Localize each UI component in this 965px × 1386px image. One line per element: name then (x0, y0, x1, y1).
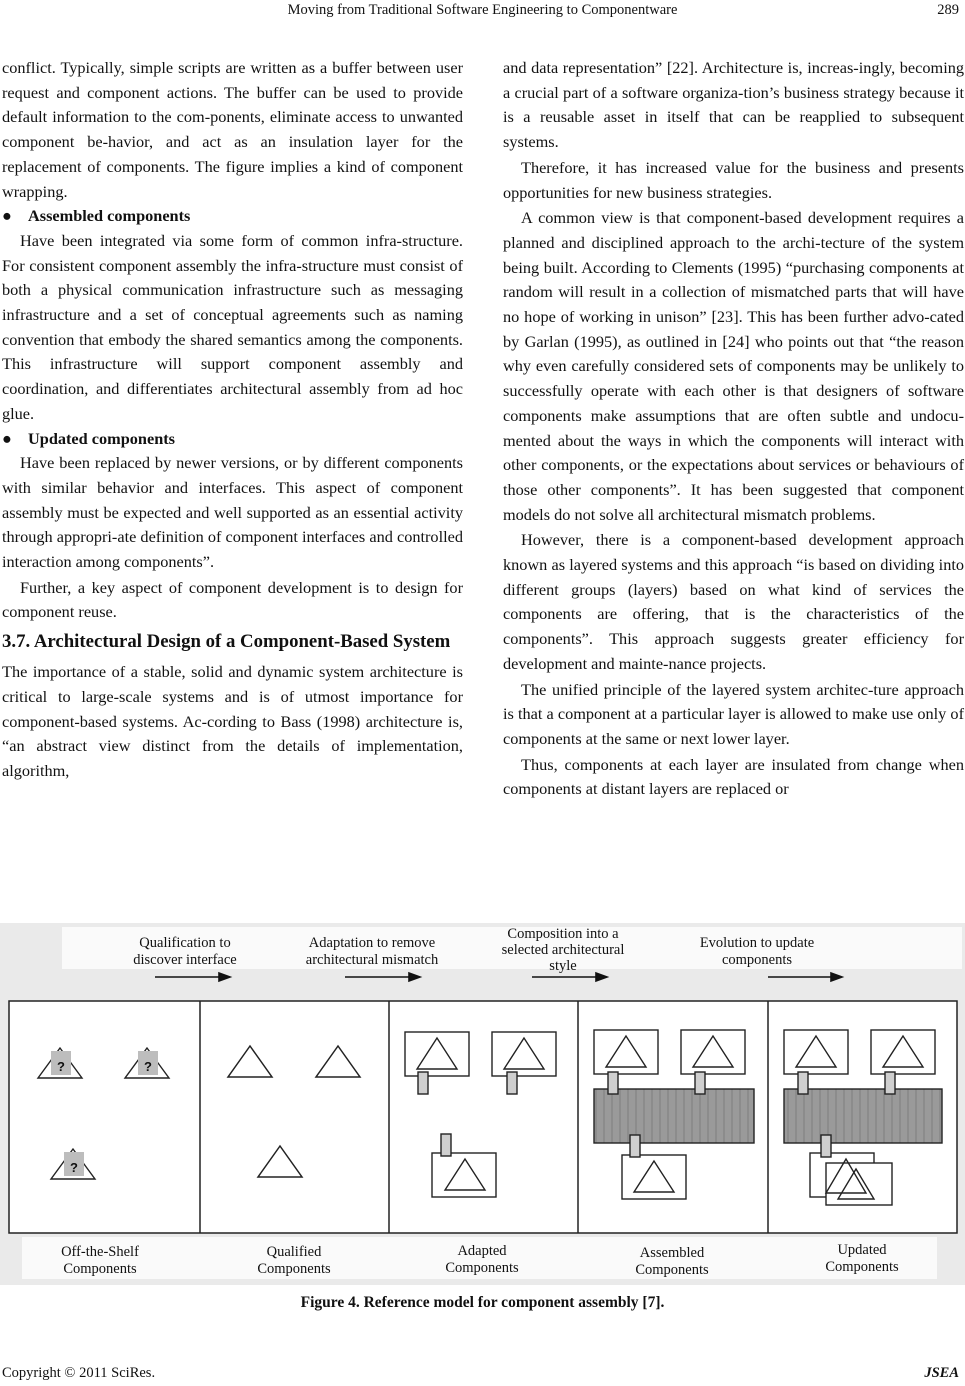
stage-label-5: Updated (837, 1242, 887, 1258)
step-label-1b: discover interface (133, 952, 237, 968)
stage-label-3b: Components (445, 1260, 519, 1276)
step-label-4: Evolution to update (699, 935, 815, 951)
figure-caption: Figure 4. Reference model for component assembly [7]. (300, 1294, 665, 1311)
paragraph-r5: The unified principle of the layered system architec-ture approach is that a component at a particular layer is allowed to make use only of components at the same or next lower layer. (503, 679, 964, 748)
stage-label-1: Off-the-Shelf (61, 1244, 139, 1260)
step-label-3b: selected architectural (501, 942, 625, 958)
paragraph-r4: However, there is a component-based development approach known as layered systems and this approach “is based on dividing into different groups (layers) based on what kind of services the components are offering, that is the characteristics of the components”. This approach suggests greater efficiency for development and mainte-nance projects. (503, 530, 964, 673)
paragraph-r3: A common view is that component-based development requires a planned and disciplined approach to the archi-tecture of the system being built. According to Clements (1995) “purchasing components at random will result in a collection of mismatched parts that will have no hope of working in unison” [23]. This has been further advo-cated by Garlan (1995), as outlined in [24] who points out that “the reason why even carefully considered sets of components may be unlikely to successfully operate with each other is that designers of software components make assumptions that are often subtle and undocu-mented about the ways in which the components will interact with other components, or the expectations about services or behaviours of those other components”. It has been suggested that component models do not solve all architectural mismatch problems. (503, 208, 964, 524)
stage-label-1b: Components (63, 1261, 137, 1277)
page-number: 289 (937, 2, 959, 18)
journal-name: JSEA (924, 1365, 959, 1381)
stage-label-2: Qualified (266, 1244, 322, 1260)
bullet-assembled-label: Assembled components (28, 206, 191, 226)
step-label-4b: components (721, 952, 793, 968)
paragraph-r6: Thus, components at each layer are insulated from change when components at distant layers are replaced or (503, 754, 964, 799)
section-heading: 3.7. Architectural Design of a Component-Based System (2, 631, 451, 653)
paragraph-updated: Have been replaced by newer versions, or by different components with similar behavior and interfaces. This aspect of component assembly must be expected and well supported as an essential activity through appropri-ate definition of component interfaces and controlled interaction among components”. (2, 453, 463, 572)
unknown-mark: ? (70, 1160, 78, 1175)
running-title: Moving from Traditional Software Engineering to Componentware (287, 2, 678, 18)
bullet-dot: ● (2, 206, 12, 226)
step-label-3c: style (549, 958, 577, 974)
paragraph-assembled: Have been integrated via some form of common infra-structure. For consistent component assembly the infra-structure must consist of both a physical communication infrastructure such as messaging infrastructure and a set of conceptual agreements such as naming convention that embody the shared semantics among the components. This infrastructure will support component assembly and coordination, and differentiates architectural assembly from ad hoc glue. (2, 230, 463, 423)
paragraph-architecture: The importance of a stable, solid and dynamic system architecture is critical to large-scale systems and is of utmost importance for component-based systems. Ac-cording to Bass (1998) architecture is, “an abstract view distinct from the details of implementation, algorithm, (2, 662, 463, 780)
step-label-2b: architectural mismatch (305, 952, 439, 968)
paragraph-r2: Therefore, it has increased value for the business and presents opportunities for new business strategies. (503, 157, 964, 202)
bullet-dot: ● (2, 428, 12, 448)
step-label-2: Adaptation to remove (308, 935, 436, 951)
bullet-assembled (2, 204, 463, 229)
right-column (503, 56, 964, 802)
stage-label-2b: Components (257, 1261, 331, 1277)
stage-label-4: Assembled (639, 1245, 705, 1261)
unknown-mark: ? (144, 1059, 152, 1074)
paragraph-r1: and data representation” [22]. Architecture is, increas-ingly, becoming a crucial part of a software organiza-tion’s business strategy because it is a reusable asset in itself that can be reapplied to subsequent systems. (503, 58, 964, 152)
left-column (2, 56, 463, 784)
unknown-mark: ? (57, 1059, 65, 1074)
running-header (0, 2, 965, 22)
stage-label-3: Adapted (457, 1243, 507, 1259)
step-label-3: Composition into a (507, 926, 619, 942)
paragraph-intro: conflict. Typically, simple scripts are written as a buffer between user request and component actions. The buffer can be used to provide default information to the com-ponents, eliminate access to unwanted component be-havior, and act as an insulation layer for the replacement of components. The figure implies a kind of component wrapping. (2, 58, 463, 201)
bullet-updated-label: Updated components (28, 428, 176, 448)
step-label-1: Qualification to (139, 935, 231, 951)
bullet-updated (2, 427, 463, 452)
figure-reference-model (0, 923, 965, 1285)
paragraph-reuse: Further, a key aspect of component development is to design for component reuse. (2, 577, 463, 622)
infrastructure-bar (784, 1089, 942, 1143)
infrastructure-bar (594, 1089, 754, 1143)
copyright: Copyright © 2011 SciRes. (2, 1365, 156, 1381)
stage-label-4b: Components (635, 1262, 709, 1278)
stage-label-5b: Components (825, 1259, 899, 1275)
